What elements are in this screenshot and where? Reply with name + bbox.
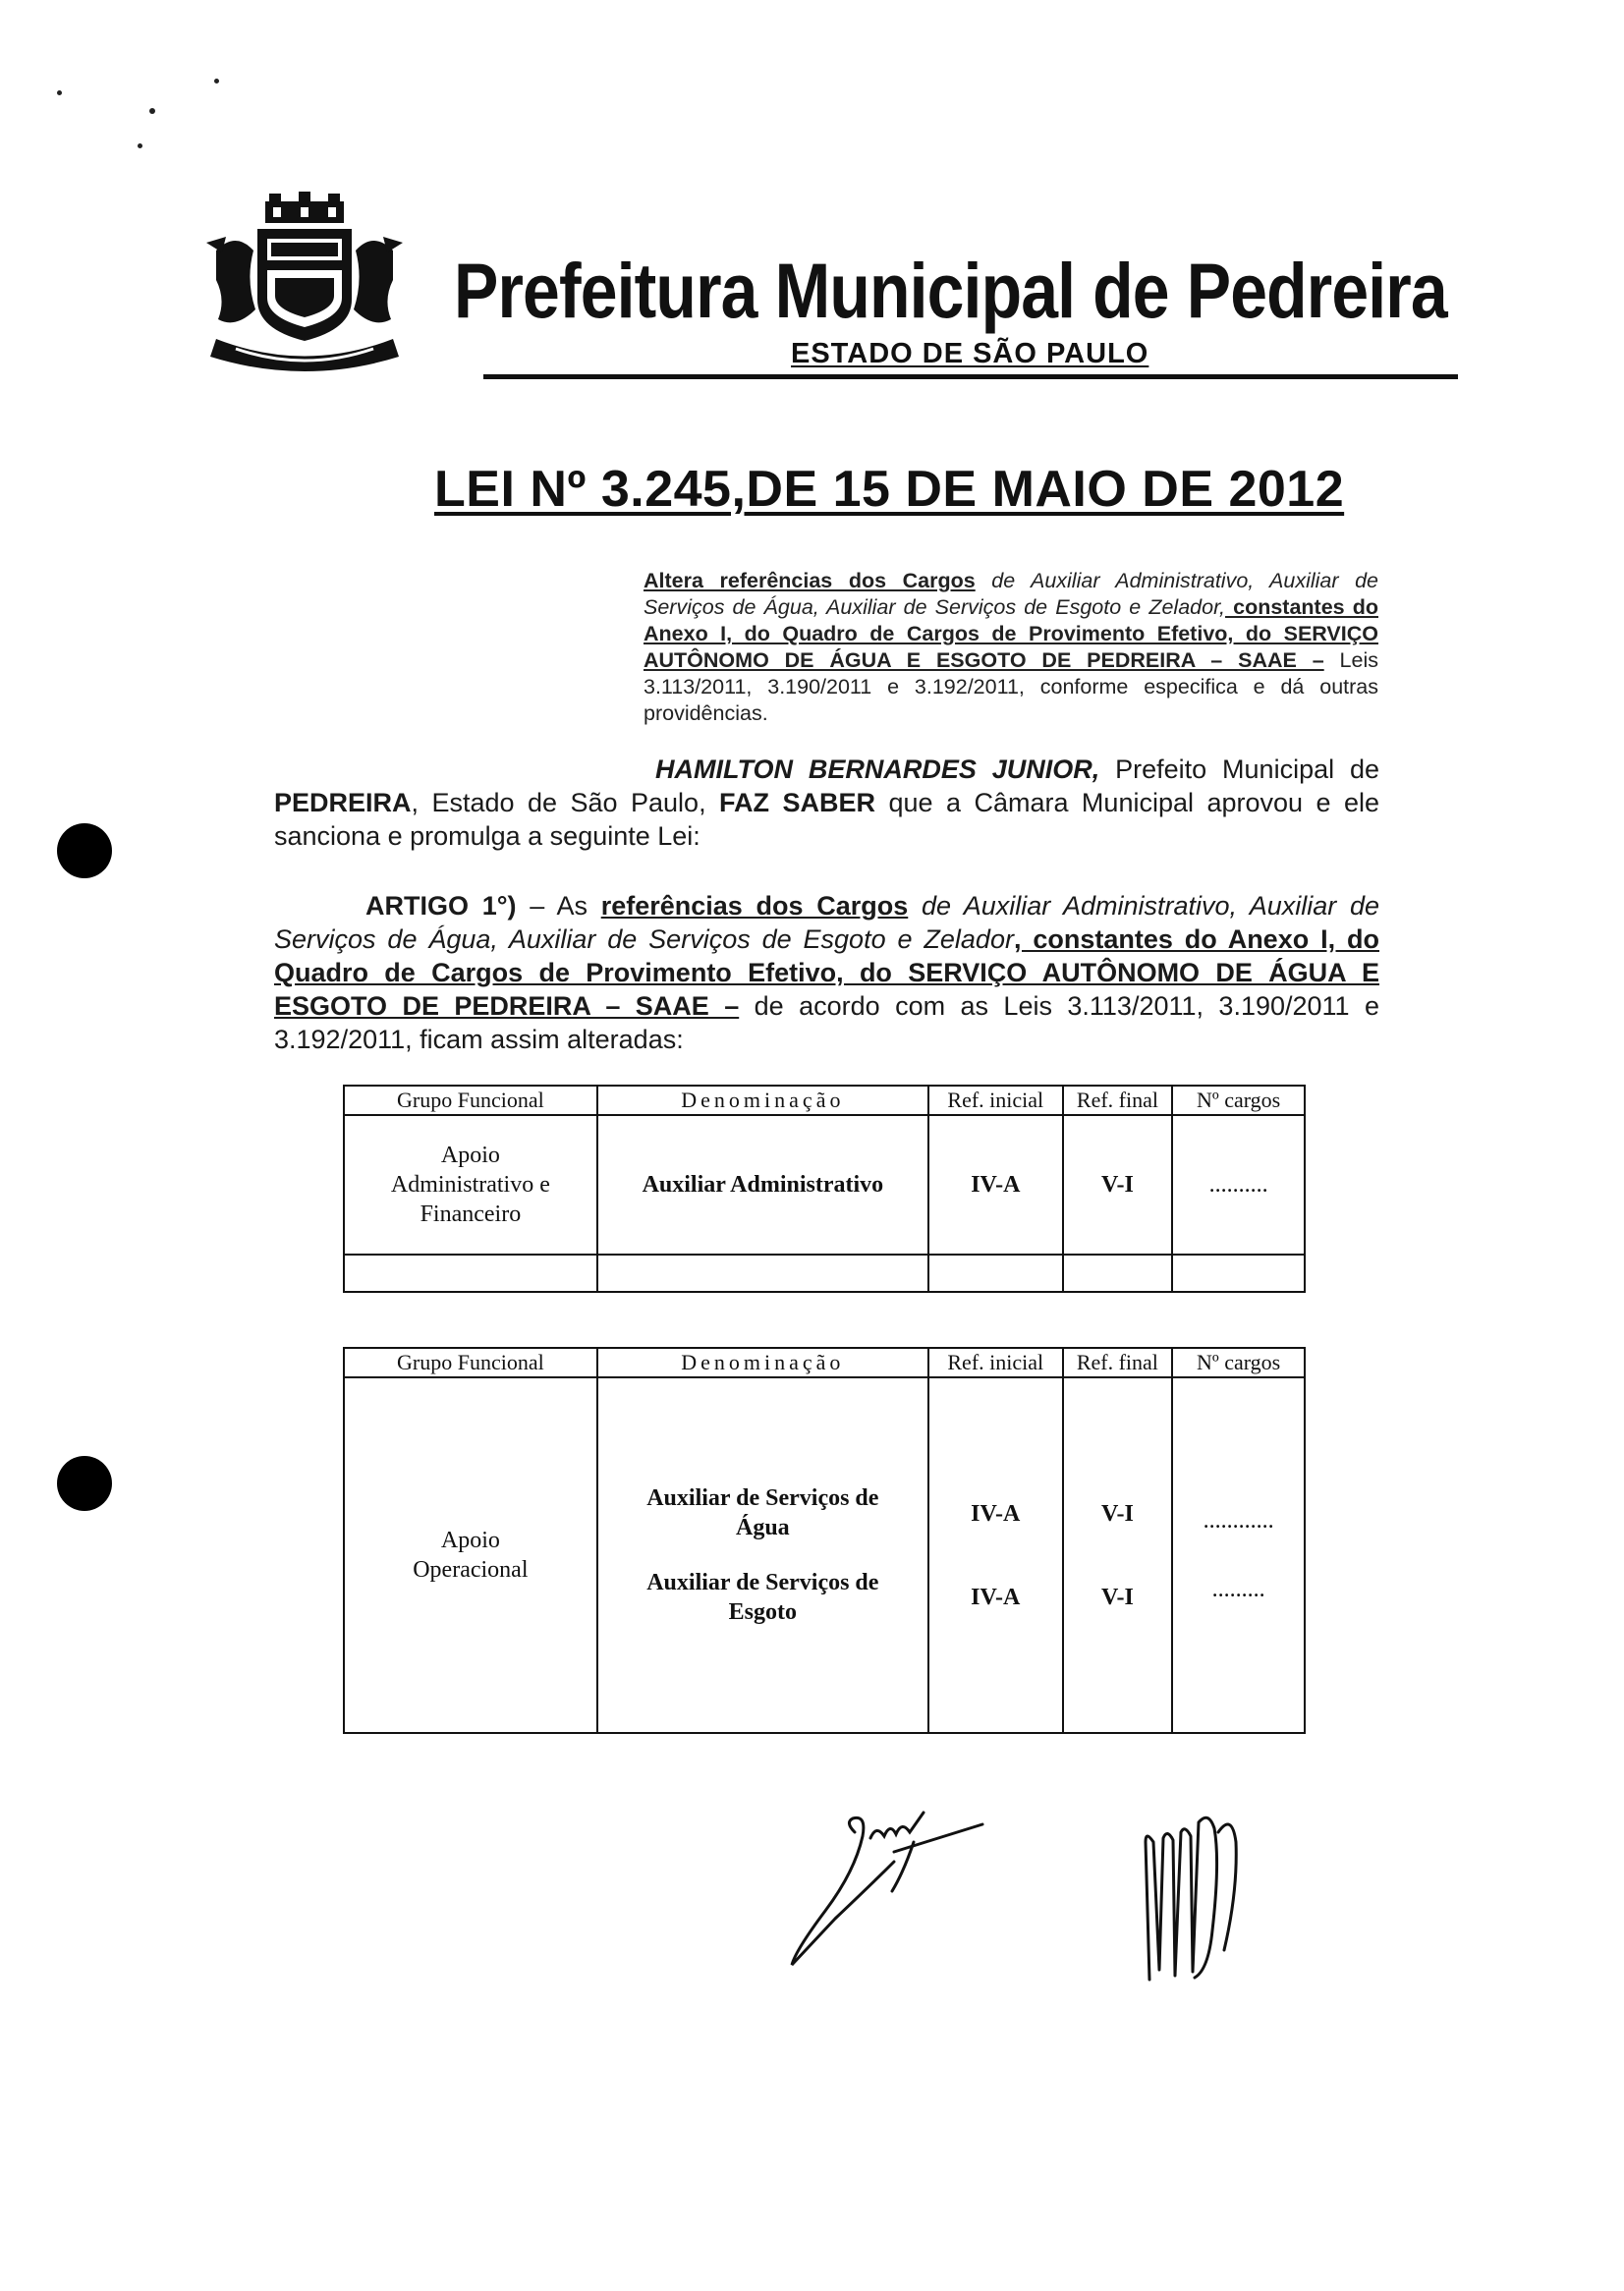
ref-inicial-esgoto: IV-A [971,1584,1021,1610]
ref-final-esgoto: V-I [1100,1584,1134,1610]
org-name: Prefeitura Municipal de Pedreira [454,247,1447,334]
scan-speck [138,143,142,148]
article-1-label: ARTIGO 1°) [365,891,517,921]
header-grupo: Grupo Funcional [344,1348,597,1377]
cell-denominacao: Auxiliar Administrativo [597,1115,928,1255]
ementa-part2: de Auxiliar Administrativo, Auxiliar de Serviços de Água, Auxiliar de Serviços de Esgoto e Zelador, [644,569,1379,619]
denominacao-esgoto: Auxiliar de Serviços de Esgoto [646,1570,879,1625]
header-denominacao: Denominação [597,1086,928,1115]
ementa-part1: Altera referências dos Cargos [644,569,976,592]
n-cargos-agua: ............ [1203,1508,1274,1534]
table-header-row [344,1348,1305,1377]
cell-ref-inicial [928,1377,1063,1733]
punch-hole [57,1456,112,1511]
denominacao-agua: Auxiliar de Serviços de Água [646,1485,879,1540]
city-name: PEDREIRA [274,788,412,817]
ementa-part3: constantes do Anexo I, do Quadro de Cargos de Provimento Efetivo, do SERVIÇO AUTÔNOMO DE ÁGUA E ESGOTO DE PEDREIRA – SAAE – [644,595,1378,672]
handwritten-initials-icon [1130,1803,1258,1984]
header-n-cargos: Nº cargos [1172,1348,1305,1377]
table-row [344,1377,1305,1733]
cell-grupo: Apoio Administrativo e Financeiro [344,1115,597,1255]
mayor-role: Prefeito Municipal de [1099,754,1380,784]
header-ref-inicial: Ref. inicial [928,1348,1063,1377]
state-name: ESTADO DE SÃO PAULO [791,338,1149,369]
punch-hole [57,823,112,878]
ementa [644,568,1378,727]
ref-inicial-agua: IV-A [971,1500,1021,1527]
ref-final-agua: V-I [1100,1500,1134,1527]
article-1 [274,889,1379,1056]
table-header-row [344,1086,1305,1115]
article-1-rest: de acordo com as Leis 3.113/2011, 3.190/2011 e 3.192/2011, ficam assim alteradas: [274,991,1379,1054]
header-ref-final: Ref. final [1063,1086,1173,1115]
scan-speck [214,79,219,84]
cell-grupo: Apoio Operacional [344,1377,597,1733]
cell-n-cargos [1172,1377,1305,1733]
table-row [344,1115,1305,1255]
table-apoio-operacional [343,1347,1306,1734]
intro-rest: que a Câmara Municipal aprovou e ele sanciona e promulga a seguinte Lei: [274,788,1379,851]
cell-n-cargos: .......... [1172,1115,1305,1255]
table-empty-row [344,1255,1305,1292]
cell-ref-final: V-I [1063,1115,1173,1255]
handwritten-signature-icon [776,1803,1002,1980]
ementa-part4: Leis 3.113/2011, 3.190/2011 e 3.192/2011, conforme especifica e dá outras providências. [644,648,1378,725]
municipal-coat-of-arms-icon [196,192,413,378]
article-1-anexo: , constantes do Anexo I, do Quadro de Cargos de Provimento Efetivo, do SERVIÇO AUTÔNOMO DE ÁGUA E ESGOTO DE PEDREIRA – SAAE – [274,924,1379,1021]
article-1-dash: – As [516,891,601,921]
cell-ref-final [1063,1377,1173,1733]
cell-ref-inicial: IV-A [928,1115,1063,1255]
header-grupo: Grupo Funcional [344,1086,597,1115]
table-apoio-administrativo [343,1085,1306,1293]
cell-denominacao [597,1377,928,1733]
header-denominacao: Denominação [597,1348,928,1377]
scan-speck [57,90,62,95]
header-rule [483,374,1458,379]
header-ref-inicial: Ref. inicial [928,1086,1063,1115]
mayor-name: HAMILTON BERNARDES JUNIOR, [655,754,1100,784]
law-title: LEI Nº 3.245,DE 15 DE MAIO DE 2012 [434,461,1345,518]
state-text: , Estado de São Paulo, [411,788,720,817]
faz-saber: FAZ SABER [719,788,875,817]
header-n-cargos: Nº cargos [1172,1086,1305,1115]
article-1-ref: referências dos Cargos [600,891,909,921]
header-ref-final: Ref. final [1063,1348,1173,1377]
article-1-cargos: de Auxiliar Administrativo, Auxiliar de Serviços de Água, Auxiliar de Serviços de Esgoto e Zelador [274,891,1380,954]
intro-paragraph [274,753,1379,853]
n-cargos-esgoto: ......... [1211,1577,1265,1602]
scan-speck [149,108,155,114]
